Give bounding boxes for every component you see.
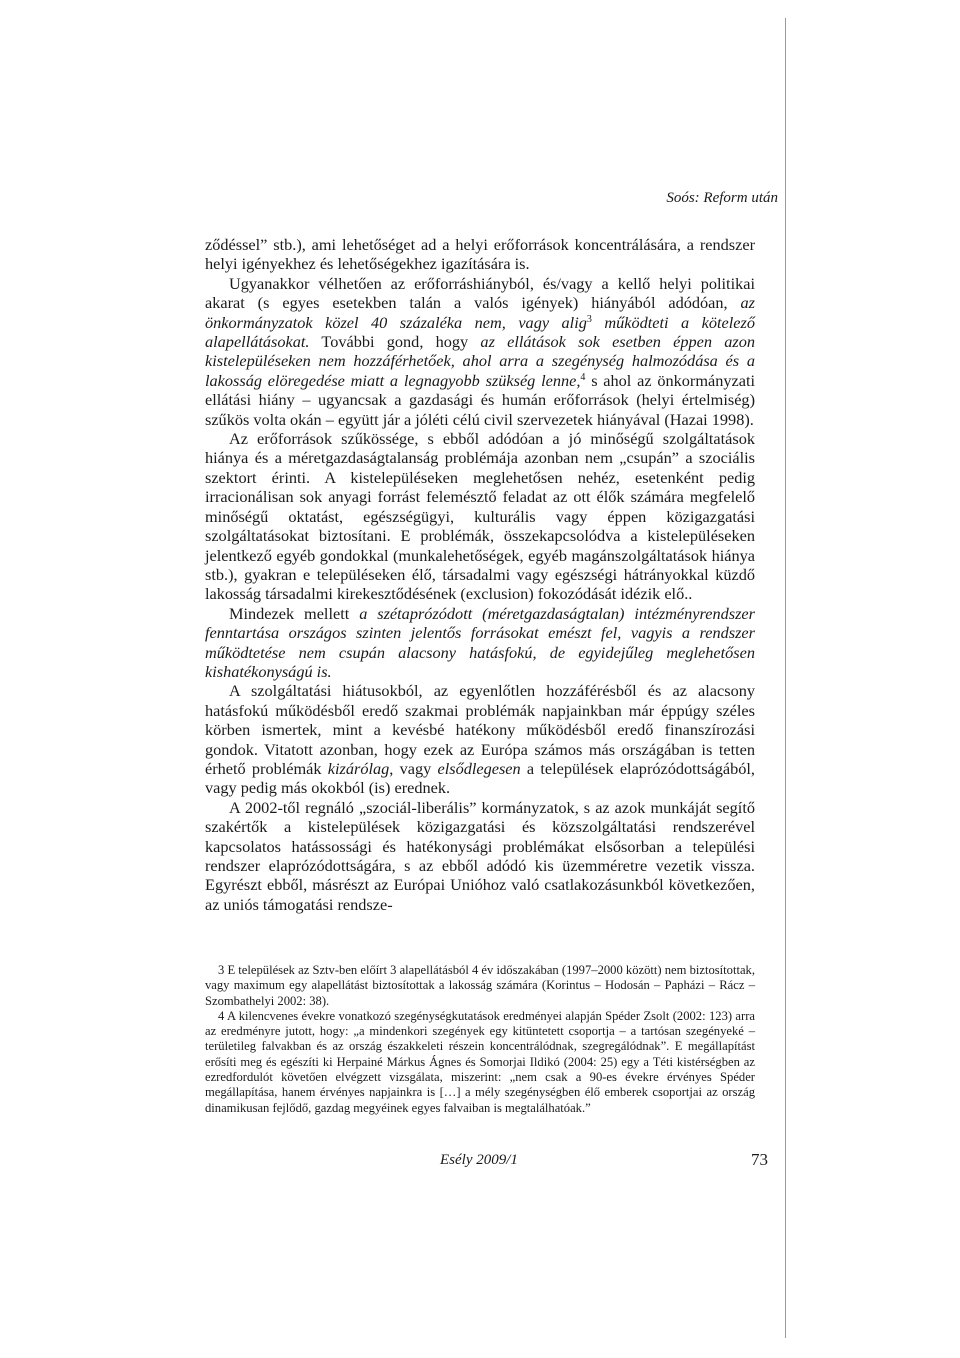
- running-head: Soós: Reform után: [666, 190, 778, 206]
- paragraph-3: Az erőforrások szűkössége, s ebből adódóan a jó minőségű szolgáltatások hiánya és a méretgazdaságtalanság problémája azonban nem „csupán” a szociális szektort érinti. A kistelepüléseken meglehetősen nehéz, esetenként pedig irracionálisan sok anyagi forrást felemésztő feladat az ott élők számára megfelelő minőségű oktatást, egészségügyi, kulturális vagy éppen közigazgatási szolgáltatásokat biztosítani. E problémák, összekapcsolódva a kistelepüléseken jelentkező egyéb gondokkal (munkalehetőségek, egyéb magánszolgáltatások hiánya stb.), gyakran e településeken élő, társadalmi vagy egészségi hátrányokkal küzdő lakosság társadalmi kirekesztődésének (exclusion) fokozódását idézik elő..: [205, 429, 755, 604]
- footnote-3: 3 E települések az Sztv-ben előírt 3 alapellátásból 4 év időszakában (1997–2000 között) nem biztosítottak, vagy maximum egy alapellátást biztosítottak a lakosság számára (Korintus – Hodosán – Papházi – Rácz – Szombathelyi 2002: 38).: [205, 963, 755, 1008]
- p2-text-e: További gond, hogy: [309, 332, 481, 352]
- paragraph-4: [205, 604, 755, 682]
- p2-italic-f: az ellátások sok esetben éppen azon kistelepüléseken nem hozzáférhetőek, ahol arra a szegénység halmozódása és a lakosság elöregedése miatt a legnagyobb szükség lenne,: [205, 332, 755, 390]
- footer-journal-title: Esély 2009/1: [440, 1152, 518, 1168]
- p5-italic-b: kizárólag: [327, 758, 390, 778]
- body-text: [205, 235, 755, 914]
- p2-text-h: s ahol az önkormányzati ellátási hiány – ugyancsak a gazdasági és humán erőforrások (helyi értelmiség) szűkös volta okán – együtt jár a jóléti célú civil szervezetek hiányával (Hazai 1998).: [205, 370, 755, 429]
- paragraph-6: A 2002-től regnáló „szociál-liberális” kormányzatok, s az azok munkáját segítő szakértők a kistelepülések közigazgatási és közszolgáltatási rendszerével kapcsolatos hatássossági és hatékonysági problémákat elsősorban a települési rendszer elaprózódottságára, s az ebből adódó kis üzemméretre vezetik vissza. Egyrészt ebből, másrészt az Európai Unióhoz való csatlakozásunkból következően, az uniós támogatási rendsze-: [205, 797, 755, 914]
- footnote-ref-3: 3: [586, 313, 592, 325]
- paragraph-5: [205, 681, 755, 797]
- p2-text-a: Ugyanakkor vélhetően az erőforráshiányból, és/vagy a kellő helyi politikai akarat (s egyes esetekben talán a valós igények) hiányából adódóan,: [205, 273, 755, 313]
- footnote-4: 4 A kilencvenes évekre vonatkozó szegénységkutatások eredményei alapján Spéder Zsolt (2002: 123) arra az eredményre jutott, hogy: „a mindenkori szegények egy kitüntetett csoportja – a tartósan szegényeké – területileg falvakban és az ország északkeleti részein koncentrálódnak, szegregálódnak”. E megállapítást erősíti meg és egészíti ki Herpainé Márkus Ágnes és Somorjai Ildikó (2004: 25) egy a Téti kistérségben az ezredfordulót követően elvégzett vizsgálata, miszerint: „nem csak a 90-es évekre érvényes Spéder megállapítása, hanem érvényes napjainkra is […] a mély szegénységben élő emberek csoportjai az ország dinamikusan fejlődő, gazdag megyéinek egyes falvaiban is megtalálhatóak.”: [205, 1008, 755, 1115]
- p2-italic-b: az önkormányzatok közel 40 százaléka nem, vagy alig: [205, 293, 755, 332]
- paragraph-1: ződéssel” stb.), ami lehetőséget ad a helyi erőforrások koncentrálására, a rendszer helyi igényekhez és lehetőségekhez igazítására is.: [205, 235, 755, 274]
- p4-italic-b: a szétaprózódott (méretgazdaságtalan) intézményrendszer fenntartása országos szinten jelentős forrásokat emészt fel, vagyis a rendszer működtetése nem csupán alacsony hatásfokú, de egyidejűleg meglehetősen kishatékonyságú is.: [205, 603, 755, 681]
- footnotes: [205, 963, 755, 1116]
- p4-text-a: Mindezek mellett: [229, 603, 360, 623]
- footnote-ref-4: 4: [580, 371, 586, 383]
- p5-text-a: A szolgáltatási hiátusokból, az egyenlőtlen hozzáférésből és az alacsony hatásfokú működésből eredő szakmai problémák napjainkban már éppúgy széles körben ismertek, mint a kevésbé hatékony működésből eredő finanszírozási gondok. Vitatott azonban, hogy ezek az Európa számos más országában is tetten érhető problémák: [205, 681, 755, 778]
- paragraph-2: [205, 274, 755, 429]
- margin-rule: [785, 18, 786, 1338]
- p5-italic-d: elsődlegesen: [437, 758, 521, 778]
- p5-text-c: , vagy: [389, 758, 438, 778]
- page-number: 73: [751, 1150, 768, 1169]
- p2-italic-d: működteti a kötelező alapellátásokat.: [205, 312, 755, 352]
- p5-text-e: a települések elaprózódottságából, vagy pedig más okokból (is) erednek.: [205, 758, 756, 798]
